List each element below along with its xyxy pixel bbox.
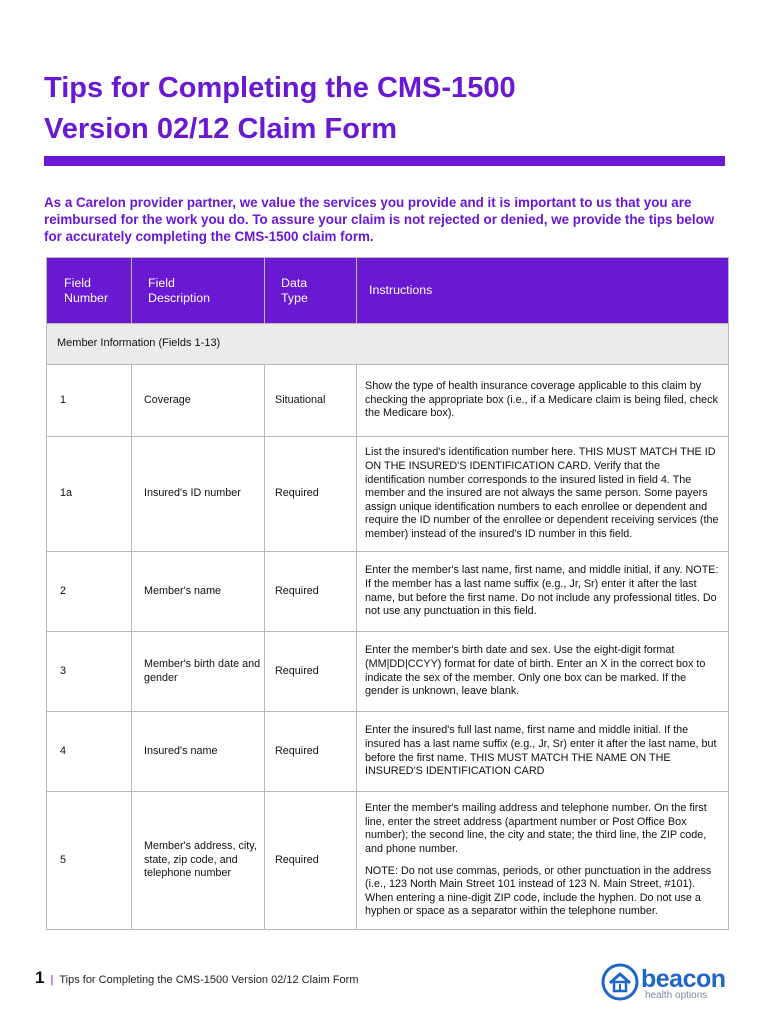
- header-field-number: Field Number: [47, 258, 132, 324]
- page-footer: [35, 968, 359, 988]
- beacon-house-icon: [601, 963, 639, 1001]
- field-number: 1: [47, 365, 132, 437]
- intro-paragraph: As a Carelon provider partner, we value the services you provide and it is important to us that you are reimbursed for the work you do. To assure your claim is not rejected or denied, we provide the tips below for accurately completing the CMS-1500 claim form.: [44, 195, 715, 244]
- field-description: Insured's name: [132, 712, 265, 792]
- instructions-cell: [357, 632, 729, 712]
- table-row: [47, 365, 729, 437]
- data-type: Required: [265, 792, 357, 930]
- instructions-cell: [357, 792, 729, 930]
- field-number: 4: [47, 712, 132, 792]
- data-type: Required: [265, 712, 357, 792]
- section-row: [47, 324, 729, 365]
- field-number: 1a: [47, 437, 132, 552]
- table-header-row: [47, 258, 729, 324]
- instruction-text: Enter the member's birth date and sex. Use the eight-digit format (MM|DD|CCYY) format for date of birth. Enter an X in the correct box to indicate the sex of the member. Only one box can be marked. If the gender is unknown, leave blank.: [365, 644, 706, 698]
- title-line-1: Tips for Completing the CMS-1500: [44, 72, 516, 104]
- instruction-text: Show the type of health insurance coverage applicable to this claim by checking the appropriate box (i.e., if a Medicare claim is being filed, check the Medicare box).: [365, 380, 718, 420]
- footer-text: Tips for Completing the CMS-1500 Version 02/12 Claim Form: [59, 974, 359, 986]
- title-line-2: Version 02/12 Claim Form: [44, 113, 397, 145]
- table-row: [47, 792, 729, 930]
- header-instructions: Instructions: [357, 258, 729, 324]
- table-row: [47, 712, 729, 792]
- page-number: 1: [35, 968, 45, 987]
- data-type: Required: [265, 632, 357, 712]
- field-description: Member's address, city, state, zip code, and telephone number: [132, 792, 265, 930]
- instructions-cell: [357, 437, 729, 552]
- section-title: Member Information (Fields 1-13): [47, 324, 729, 365]
- footer-separator: |: [50, 974, 54, 986]
- field-number: 2: [47, 552, 132, 632]
- logo-tagline: health options: [645, 990, 708, 1001]
- data-type: Required: [265, 552, 357, 632]
- logo-wordmark: beacon: [641, 965, 726, 993]
- instructions-cell: [357, 365, 729, 437]
- header-data-type: Data Type: [265, 258, 357, 324]
- field-instructions-table: [46, 257, 729, 930]
- title-divider: [44, 156, 725, 166]
- field-description: Member's birth date and gender: [132, 632, 265, 712]
- document-title: [44, 68, 694, 150]
- field-description: Insured's ID number: [132, 437, 265, 552]
- table-row: [47, 437, 729, 552]
- table-row: [47, 632, 729, 712]
- field-number: 3: [47, 632, 132, 712]
- instruction-text: Enter the insured's full last name, first name and middle initial. If the insured has a last name suffix (e.g., Jr, Sr) enter it after the last name, but before the first name. THIS MUST MATCH THE NAME ON THE INSURED'S IDENTIFICATION CARD: [365, 724, 717, 778]
- field-description: Coverage: [132, 365, 265, 437]
- instruction-text: Enter the member's last name, first name, and middle initial, if any. NOTE: If the member has a last name suffix (e.g., Jr, Sr) enter it after the last name, but before the first name. Do not include any professional titles. Do not use any punctuation in this field.: [365, 564, 719, 618]
- instructions-cell: [357, 552, 729, 632]
- table-row: [47, 552, 729, 632]
- field-number: 5: [47, 792, 132, 930]
- data-type: Required: [265, 437, 357, 552]
- field-description: Member's name: [132, 552, 265, 632]
- instruction-text: Enter the member's mailing address and telephone number. On the first line, enter the street address (apartment number or Post Office Box number); the second line, the city and state; the third line, the ZIP code, and phone number.: [365, 802, 707, 855]
- instructions-cell: [357, 712, 729, 792]
- beacon-logo: [601, 963, 731, 1003]
- header-field-description: Field Description: [132, 258, 265, 324]
- instruction-text: List the insured's identification number here. THIS MUST MATCH THE ID ON THE INSURED'S IDENTIFICATION CARD. Verify that the identification number corresponds to the insured listed in field 4. The member and the insured are not always the same person. Some payers assign unique identification numbers to each enrollee or dependent and require the ID number of the enrollee or dependent receiving services (the member) instead of the insured's ID number in this field.: [365, 446, 719, 540]
- data-type: Situational: [265, 365, 357, 437]
- instruction-note: NOTE: Do not use commas, periods, or other punctuation in the address (i.e., 123 North Main Street 101 instead of 123 N. Main Street, #101). When entering a nine-digit ZIP code, include the hyphen. Do not use a hyphen or space as a separator within the telephone number.: [365, 864, 712, 918]
